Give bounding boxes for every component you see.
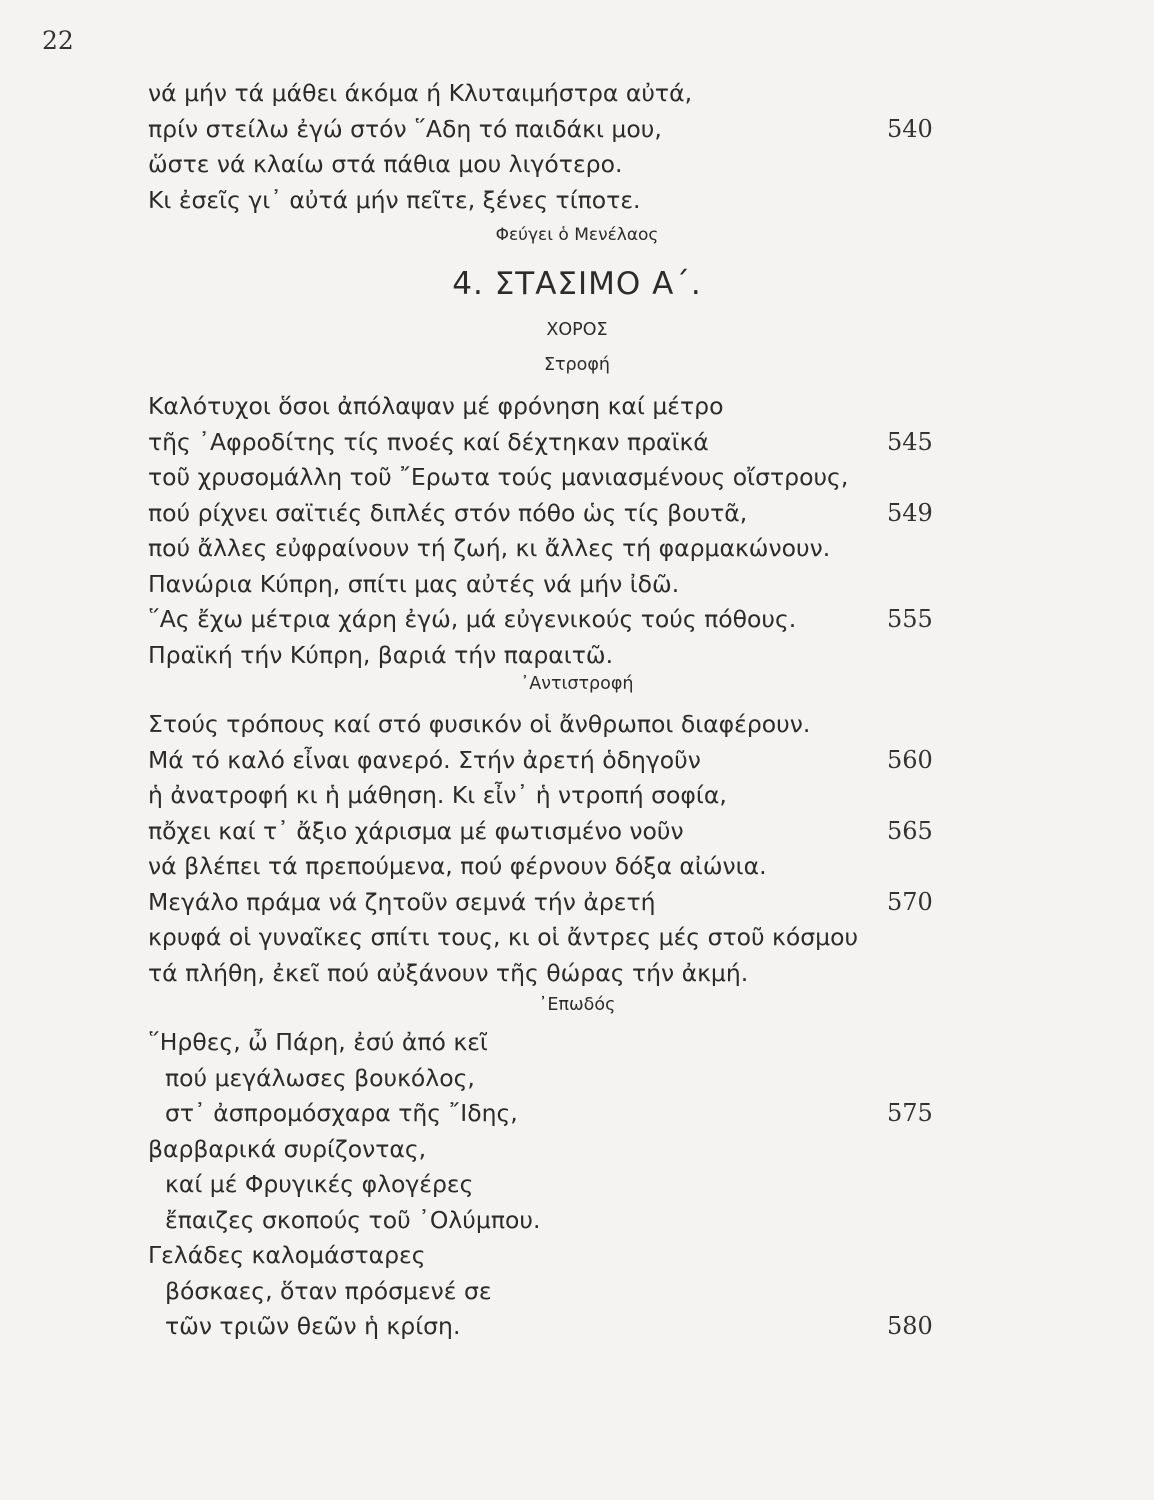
verse-line: [0, 885, 1154, 921]
verse-text: ὥστε νά κλαίω στά πάθια μου λιγότερο.: [148, 150, 623, 178]
verse-line: [0, 389, 1154, 425]
line-number: 545: [887, 427, 933, 456]
line-number: 555: [887, 605, 933, 633]
verse-text: τά πλήθη, ἐκεῖ πού αὐξάνουν τῆς θώρας τήν ἀκμή.: [148, 958, 749, 987]
section-title: 4. ΣΤΑΣΙΜΟ Α΄.: [452, 266, 702, 302]
verse-line: [0, 814, 1154, 850]
verse-block-top: [0, 76, 1154, 218]
line-number: 580: [887, 1312, 933, 1340]
verse-line: [0, 147, 1154, 183]
verse-text: πού ἄλλες εὐφραίνουν τή ζωή, κι ἄλλες τή φαρμακώνουν.: [148, 534, 831, 562]
verse-text: Πανώρια Κύπρη, σπίτι μας αὐτές νά μήν ἰδῶ.: [148, 569, 680, 598]
verse-line: [0, 183, 1154, 219]
verse-text: ῞Ηρθες, ὦ Πάρη, ἐσύ ἀπό κεῖ: [148, 1028, 488, 1056]
verse-text: πὄχει καί τ᾽ ἄξιο χάρισμα μέ φωτισμένο νοῦν: [148, 816, 684, 845]
verse-line: [0, 1203, 1154, 1239]
verse-line: [0, 567, 1154, 603]
verse-line: [0, 849, 1154, 885]
line-number: 575: [887, 1099, 933, 1127]
verse-text: τῶν τριῶν θεῶν ἡ κρίση.: [165, 1312, 461, 1340]
verse-text: ἔπαιζες σκοπούς τοῦ ᾿Ολύμπου.: [165, 1205, 541, 1234]
verse-text: Στούς τρόπους καί στό φυσικόν οἱ ἄνθρωποι διαφέρουν.: [148, 710, 811, 738]
strophe-label: Στροφή: [543, 355, 611, 375]
antistrophe-block: [0, 707, 1154, 991]
verse-text: κρυφά οἱ γυναῖκες σπίτι τους, κι οἱ ἄντρες μές στοῦ κόσμου: [148, 923, 859, 951]
verse-text: καί μέ Φρυγικές φλογέρες: [165, 1170, 474, 1198]
strophe-block: [0, 389, 1154, 673]
verse-line: [0, 460, 1154, 496]
verse-text: Γελάδες καλομάσταρες: [148, 1241, 426, 1269]
verse-line: [0, 531, 1154, 567]
verse-line: [0, 920, 1154, 956]
verse-line: [0, 1025, 1154, 1061]
epode-block: [0, 1025, 1154, 1345]
verse-text: βόσκαες, ὅταν πρόσμενέ σε: [165, 1276, 492, 1305]
line-number: 570: [887, 887, 933, 916]
verse-text: στ᾽ ἀσπρομόσχαρα τῆς ῎Ιδης,: [165, 1099, 518, 1127]
line-number: 565: [887, 816, 933, 845]
verse-text: βαρβαρικά συρίζοντας,: [148, 1134, 427, 1163]
verse-line: [0, 956, 1154, 992]
verse-line: [0, 112, 1154, 148]
verse-line: [0, 1167, 1154, 1203]
verse-text: Κι ἐσεῖς γι᾽ αὐτά μήν πεῖτε, ξένες τίποτε.: [148, 185, 641, 214]
verse-line: [0, 1238, 1154, 1274]
verse-line: [0, 1274, 1154, 1310]
verse-text: ῞Ας ἔχω μέτρια χάρη ἐγώ, μά εὐγενικούς τούς πόθους.: [148, 605, 797, 633]
line-number: 549: [887, 498, 933, 527]
verse-line: [0, 602, 1154, 638]
verse-line: [0, 638, 1154, 674]
verse-line: [0, 1096, 1154, 1132]
verse-text: πού ρίχνει σαϊτιές διπλές στόν πόθο ὡς τίς βουτᾶ,: [148, 498, 748, 527]
verse-text: πρίν στείλω ἐγώ στόν ῞Αδη τό παιδάκι μου,: [148, 114, 662, 143]
verse-line: [0, 1132, 1154, 1168]
verse-line: [0, 425, 1154, 461]
verse-text: Καλότυχοι ὅσοι ἀπόλαψαν μέ φρόνηση καί μέτρο: [148, 392, 724, 420]
line-number: 560: [887, 745, 933, 774]
chorus-label: ΧΟΡΟΣ: [546, 320, 608, 340]
verse-line: [0, 1309, 1154, 1345]
verse-text: πού μεγάλωσες βουκόλος,: [165, 1063, 475, 1092]
verse-text: τῆς ᾿Αφροδίτης τίς πνοές καί δέχτηκαν πραϊκά: [148, 427, 709, 456]
verse-line: [0, 707, 1154, 743]
verse-line: [0, 76, 1154, 112]
verse-text: νά μήν τά μάθει άκόμα ή Κλυταιμήστρα αὐτά,: [148, 79, 693, 107]
verse-text: Πραϊκή τήν Κύπρη, βαριά τήν παραιτῶ.: [148, 640, 614, 669]
verse-text: Μεγάλο πράμα νά ζητοῦν σεμνά τήν ἀρετή: [148, 887, 656, 916]
verse-line: [0, 1061, 1154, 1097]
antistrophe-label: ᾿Αντιστροφή: [520, 674, 634, 694]
epode-label: ᾿Επωδός: [538, 995, 616, 1015]
verse-text: Μά τό καλό εἶναι φανερό. Στήν ἀρετή ὁδηγοῦν: [148, 745, 701, 774]
stage-direction: Φεύγει ὁ Μενέλαος: [495, 225, 659, 245]
verse-line: [0, 778, 1154, 814]
verse-line: [0, 743, 1154, 779]
verse-text: νά βλέπει τά πρεπούμενα, πού φέρνουν δόξα αἰώνια.: [148, 852, 767, 880]
page-number: 22: [42, 26, 74, 55]
verse-text: τοῦ χρυσομάλλη τοῦ ῎Ερωτα τούς μανιασμένους οἴστρους,: [148, 463, 849, 491]
line-number: 540: [887, 114, 933, 143]
verse-text: ἡ ἀνατροφή κι ἡ μάθηση. Κι εἶν᾽ ἡ ντροπή σοφία,: [148, 781, 727, 809]
verse-line: [0, 496, 1154, 532]
